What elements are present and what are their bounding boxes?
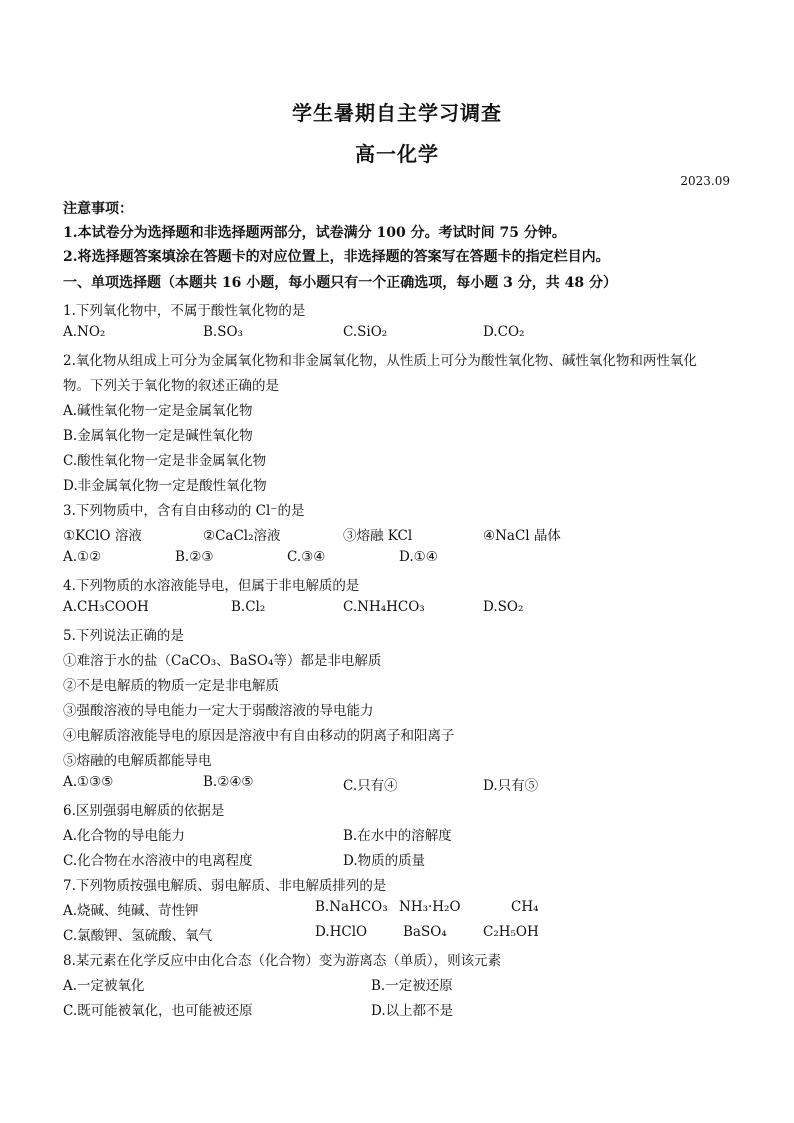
question-3-item-2: ②CaCl₂溶液 <box>203 528 281 544</box>
question-3-option-a: A.①② <box>63 549 102 565</box>
question-3-item-4: ④NaCl 晶体 <box>483 528 561 544</box>
question-5-option-b: B.②④⑤ <box>203 774 254 790</box>
question-3-item-3: ③熔融 KCl <box>343 528 413 544</box>
question-6-option-b: B.在水中的溶解度 <box>343 828 452 844</box>
question-7-option-b-3: CH₄ <box>511 899 539 915</box>
question-7-option-c: C.氯酸钾、氢硫酸、氧气 <box>63 928 213 944</box>
question-1-option-c: C.SiO₂ <box>343 324 388 340</box>
question-2-option-d: D.非金属氧化物一定是酸性氧化物 <box>63 478 267 494</box>
question-8-option-a: A.一定被氧化 <box>63 978 145 994</box>
question-2-option-b: B.金属氧化物一定是碱性氧化物 <box>63 428 253 444</box>
question-7-option-d-2: BaSO₄ <box>403 924 447 940</box>
question-8-option-b: B.一定被还原 <box>371 978 453 994</box>
question-5-statement-2: ②不是电解质的物质一定是非电解质 <box>63 678 279 694</box>
notes-heading: 注意事项： <box>63 201 133 217</box>
question-5-statement-3: ③强酸溶液的导电能力一定大于弱酸溶液的导电能力 <box>63 703 374 719</box>
question-7-option-b-1: B.NaHCO₃ <box>315 899 388 915</box>
question-5-statement-1: ①难溶于水的盐（CaCO₃、BaSO₄等）都是非电解质 <box>63 653 382 669</box>
question-1-option-b: B.SO₃ <box>203 324 243 340</box>
question-6-option-c: C.化合物在水溶液中的电离程度 <box>63 853 253 869</box>
question-6-option-a: A.化合物的导电能力 <box>63 828 186 844</box>
page-title: 学生暑期自主学习调查 <box>292 101 502 125</box>
question-5-option-d: D.只有⑤ <box>483 778 539 794</box>
question-5-statement-4: ④电解质溶液能导电的原因是溶液中有自由移动的阴离子和阳离子 <box>63 728 455 744</box>
question-4-option-a: A.CH₃COOH <box>63 599 149 615</box>
notes-item-1: 1.本试卷分为选择题和非选择题两部分，试卷满分 100 分。考试时间 75 分钟。 <box>63 225 566 241</box>
question-4-option-b: B.Cl₂ <box>231 599 266 615</box>
question-1-option-a: A.NO₂ <box>63 324 106 340</box>
question-7-stem: 7.下列物质按强电解质、弱电解质、非电解质排列的是 <box>63 878 387 894</box>
question-5-option-c: C.只有④ <box>343 778 398 794</box>
question-7-option-a: A.烧碱、纯碱、苛性钾 <box>63 903 199 919</box>
question-2-option-a: A.碱性氧化物一定是金属氧化物 <box>63 403 253 419</box>
question-8-stem: 8.某元素在化学反应中由化合态（化合物）变为游离态（单质），则该元素 <box>63 953 502 969</box>
question-3-option-b: B.②③ <box>175 549 214 565</box>
question-8-option-c: C.既可能被氧化，也可能被还原 <box>63 1003 253 1019</box>
question-2-option-c: C.酸性氧化物一定是非金属氧化物 <box>63 453 267 469</box>
question-4-option-d: D.SO₂ <box>483 599 524 615</box>
question-7-option-d-3: C₂H₅OH <box>483 924 539 940</box>
question-4-option-c: C.NH₄HCO₃ <box>343 599 425 615</box>
question-8-option-d: D.以上都不是 <box>371 1003 454 1019</box>
question-1-option-d: D.CO₂ <box>483 324 525 340</box>
question-6-stem: 6.区别强弱电解质的依据是 <box>63 803 225 819</box>
question-5-stem: 5.下列说法正确的是 <box>63 628 184 644</box>
question-3-stem: 3.下列物质中，含有自由移动的 Cl⁻的是 <box>63 503 305 519</box>
question-1-stem: 1.下列氧化物中，不属于酸性氧化物的是 <box>63 303 306 319</box>
question-6-option-d: D.物质的质量 <box>343 853 426 869</box>
page-subtitle: 高一化学 <box>355 142 439 166</box>
question-5-option-a: A.①③⑤ <box>63 774 114 790</box>
question-5-statement-5: ⑤熔融的电解质都能导电 <box>63 753 212 769</box>
exam-date: 2023.09 <box>680 174 730 188</box>
question-7-option-d-1: D.HClO <box>315 924 368 940</box>
section-heading: 一、单项选择题（本题共 16 小题，每小题只有一个正确选项，每小题 3 分，共 48 分） <box>63 275 617 291</box>
question-3-item-1: ①KClO 溶液 <box>63 528 142 544</box>
question-7-option-b-2: NH₃·H₂O <box>399 899 461 915</box>
notes-item-2: 2.将选择题答案填涂在答题卡的对应位置上，非选择题的答案写在答题卡的指定栏目内。 <box>63 249 610 265</box>
question-3-option-d: D.①④ <box>399 549 438 565</box>
question-2-stem-line-2: 物。下列关于氧化物的叙述正确的是 <box>63 378 279 394</box>
question-3-option-c: C.③④ <box>287 549 326 565</box>
question-4-stem: 4.下列物质的水溶液能导电，但属于非电解质的是 <box>63 578 360 594</box>
question-2-stem-line-1: 2.氧化物从组成上可分为金属氧化物和非金属氧化物，从性质上可分为酸性氧化物、碱性氧化物和两性氧化 <box>63 353 697 369</box>
